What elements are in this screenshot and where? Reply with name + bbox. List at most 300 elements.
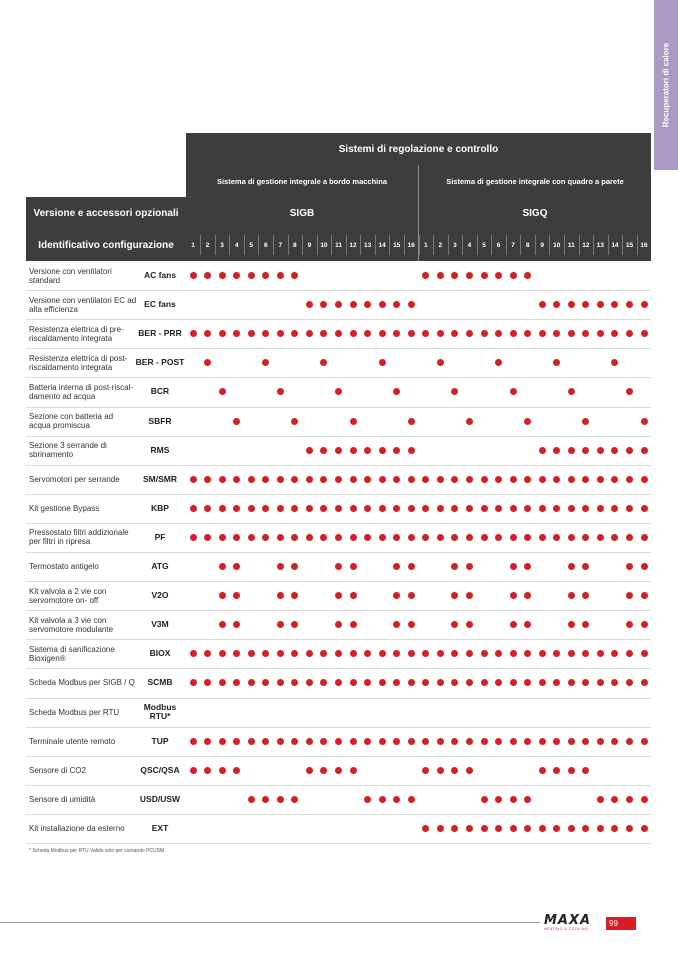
availability-dot — [611, 476, 618, 483]
availability-dot — [466, 650, 473, 657]
availability-dot — [277, 330, 284, 337]
row-code: TUP — [151, 735, 169, 746]
column-number: 6 — [496, 241, 501, 249]
availability-dot — [233, 272, 240, 279]
availability-dot — [539, 330, 546, 337]
availability-dot — [524, 418, 531, 425]
column-number: 9 — [307, 241, 312, 249]
column-number: 13 — [363, 241, 372, 249]
availability-dot — [204, 534, 211, 541]
row-description: Pressostato filtri addizionale per filtri in ripresa — [29, 528, 129, 547]
availability-dot — [466, 505, 473, 512]
availability-dot — [277, 796, 284, 803]
availability-dot — [248, 796, 255, 803]
availability-dot — [320, 738, 327, 745]
row-description: Sistema di sanificazione Bioxigen® — [29, 644, 115, 663]
availability-dot — [364, 679, 371, 686]
availability-dot — [393, 650, 400, 657]
availability-dot — [291, 534, 298, 541]
row-description: Sezione 3 serrande di sbrinamento — [29, 441, 107, 460]
availability-dot — [233, 738, 240, 745]
availability-dot — [350, 476, 357, 483]
column-number: 7 — [511, 241, 515, 249]
availability-dot — [262, 738, 269, 745]
availability-dot — [582, 330, 589, 337]
availability-dot — [233, 534, 240, 541]
availability-dot — [451, 388, 458, 395]
availability-dot — [597, 796, 604, 803]
availability-dot — [466, 738, 473, 745]
availability-dot — [539, 505, 546, 512]
availability-dot — [611, 796, 618, 803]
table-main-header: Sistemi di regolazione e controllo — [186, 133, 651, 165]
availability-dot — [539, 650, 546, 657]
group-b-label: SIGQ — [419, 197, 651, 229]
availability-dot — [291, 476, 298, 483]
availability-dot — [641, 563, 648, 570]
availability-dot — [524, 621, 531, 628]
availability-dot — [408, 796, 415, 803]
availability-dot — [568, 447, 575, 454]
availability-dot — [364, 301, 371, 308]
availability-dot — [626, 505, 633, 512]
availability-dot — [597, 738, 604, 745]
availability-dot — [611, 650, 618, 657]
availability-dot — [219, 534, 226, 541]
row-code: BIOX — [149, 648, 171, 659]
availability-dot — [437, 272, 444, 279]
availability-dot — [379, 359, 386, 366]
availability-dot — [393, 563, 400, 570]
availability-dot — [408, 679, 415, 686]
availability-dot — [641, 447, 648, 454]
availability-dot — [335, 650, 342, 657]
row-description: Kit valvola a 2 vie con servomotore on- off — [29, 586, 107, 605]
availability-dot — [219, 738, 226, 745]
availability-dot — [277, 563, 284, 570]
availability-dot — [626, 388, 633, 395]
availability-dot — [277, 650, 284, 657]
availability-dot — [277, 621, 284, 628]
availability-dot — [510, 505, 517, 512]
availability-dot — [495, 330, 502, 337]
availability-dot — [451, 738, 458, 745]
availability-dot — [437, 359, 444, 366]
availability-dot — [350, 650, 357, 657]
availability-dot — [451, 650, 458, 657]
availability-dot — [582, 825, 589, 832]
availability-dot — [204, 650, 211, 657]
availability-dot — [364, 738, 371, 745]
row-code: EC fans — [144, 299, 176, 310]
availability-dot — [379, 650, 386, 657]
availability-dot — [306, 679, 313, 686]
availability-dot — [204, 330, 211, 337]
maxa-logo — [544, 914, 602, 934]
availability-dot — [481, 679, 488, 686]
availability-dot — [393, 476, 400, 483]
availability-dot — [408, 418, 415, 425]
availability-dot — [582, 301, 589, 308]
row-code: RMS — [150, 444, 170, 455]
availability-dot — [568, 330, 575, 337]
availability-dot — [204, 272, 211, 279]
availability-dot — [204, 505, 211, 512]
availability-dot — [291, 592, 298, 599]
availability-dot — [204, 767, 211, 774]
row-description: Versione con ventilatori standard — [29, 266, 112, 285]
availability-dot — [393, 330, 400, 337]
availability-dot — [422, 825, 429, 832]
availability-dot — [437, 330, 444, 337]
availability-dot — [510, 330, 517, 337]
availability-dot — [568, 534, 575, 541]
availability-dot — [335, 388, 342, 395]
availability-dot — [248, 738, 255, 745]
availability-dot — [524, 330, 531, 337]
column-number: 13 — [596, 241, 604, 249]
availability-dot — [495, 272, 502, 279]
availability-dot — [393, 592, 400, 599]
row-code: QSC/QSA — [140, 764, 180, 775]
column-number: 14 — [378, 241, 386, 249]
availability-dot — [451, 767, 458, 774]
availability-dot — [408, 534, 415, 541]
availability-dot — [291, 738, 298, 745]
availability-dot — [553, 359, 560, 366]
column-number: 9 — [540, 241, 544, 249]
availability-dot — [466, 679, 473, 686]
availability-dot — [335, 563, 342, 570]
availability-dot — [524, 825, 531, 832]
availability-dot — [350, 505, 357, 512]
availability-dot — [219, 679, 226, 686]
availability-dot — [553, 447, 560, 454]
availability-dot — [481, 825, 488, 832]
availability-dot — [393, 796, 400, 803]
availability-dot — [248, 650, 255, 657]
group-a-label: SIGB — [186, 197, 418, 229]
availability-dot — [437, 825, 444, 832]
availability-dot — [626, 650, 633, 657]
availability-dot — [510, 476, 517, 483]
availability-dot — [611, 738, 618, 745]
availability-dot — [451, 592, 458, 599]
availability-dot — [481, 796, 488, 803]
availability-dot — [539, 738, 546, 745]
column-number: 12 — [349, 241, 357, 249]
availability-dot — [219, 272, 226, 279]
availability-dot — [524, 738, 531, 745]
availability-dot — [466, 418, 473, 425]
availability-dot — [262, 359, 269, 366]
availability-dot — [451, 330, 458, 337]
availability-dot — [626, 330, 633, 337]
availability-dot — [204, 738, 211, 745]
availability-dot — [481, 476, 488, 483]
availability-dot — [626, 679, 633, 686]
availability-dot — [437, 738, 444, 745]
availability-dot — [277, 534, 284, 541]
availability-dot — [641, 330, 648, 337]
section-side-tab — [654, 0, 678, 170]
availability-dot — [291, 272, 298, 279]
availability-dot — [481, 650, 488, 657]
availability-dot — [248, 272, 255, 279]
availability-dot — [233, 476, 240, 483]
availability-dot — [306, 738, 313, 745]
availability-dot — [524, 650, 531, 657]
availability-dot — [233, 679, 240, 686]
availability-dot — [219, 650, 226, 657]
availability-dot — [262, 796, 269, 803]
availability-dot — [510, 272, 517, 279]
column-number: 3 — [453, 241, 457, 249]
availability-dot — [190, 272, 197, 279]
availability-dot — [320, 330, 327, 337]
availability-dot — [510, 388, 517, 395]
availability-dot — [568, 563, 575, 570]
availability-dot — [495, 679, 502, 686]
column-number: 11 — [567, 241, 575, 249]
availability-dot — [408, 447, 415, 454]
availability-dot — [277, 592, 284, 599]
availability-dot — [204, 476, 211, 483]
column-number: 8 — [293, 241, 297, 249]
availability-dot — [320, 301, 327, 308]
availability-dot — [582, 418, 589, 425]
availability-dot — [219, 505, 226, 512]
availability-dot — [350, 592, 357, 599]
availability-dot — [248, 476, 255, 483]
availability-dot — [510, 621, 517, 628]
availability-dot — [320, 534, 327, 541]
availability-dot — [364, 476, 371, 483]
availability-dot — [306, 476, 313, 483]
availability-dot — [219, 592, 226, 599]
availability-dot — [306, 330, 313, 337]
row-description: Kit valvola a 3 vie con servomotore modulante — [29, 615, 114, 634]
availability-dot — [626, 476, 633, 483]
availability-dot — [568, 767, 575, 774]
availability-dot — [451, 621, 458, 628]
column-number: 5 — [249, 241, 253, 249]
availability-dot — [277, 476, 284, 483]
availability-dot — [553, 505, 560, 512]
availability-dot — [466, 272, 473, 279]
availability-dot — [204, 679, 211, 686]
availability-dot — [437, 534, 444, 541]
logo-wordmark: MAXA — [544, 913, 592, 928]
availability-dot — [553, 301, 560, 308]
column-number: 5 — [482, 241, 486, 249]
availability-dot — [495, 476, 502, 483]
availability-dot — [626, 301, 633, 308]
availability-dot — [582, 592, 589, 599]
availability-dot — [466, 621, 473, 628]
availability-dot — [190, 738, 197, 745]
availability-dot — [320, 476, 327, 483]
availability-dot — [364, 534, 371, 541]
availability-dot — [393, 505, 400, 512]
availability-dot — [364, 650, 371, 657]
logo-tagline: HEATING & COOLING — [544, 927, 589, 931]
availability-dot — [481, 738, 488, 745]
row-code: ATG — [151, 561, 169, 572]
availability-dot — [510, 534, 517, 541]
availability-dot — [626, 447, 633, 454]
availability-dot — [466, 534, 473, 541]
availability-dot — [582, 650, 589, 657]
group-b-description: Sistema di gestione integrale con quadro a parete — [419, 165, 651, 197]
column-number: 6 — [263, 241, 268, 249]
availability-dot — [626, 825, 633, 832]
availability-dot — [539, 825, 546, 832]
availability-dot — [422, 272, 429, 279]
availability-dot — [553, 679, 560, 686]
availability-dot — [641, 505, 648, 512]
availability-dot — [568, 825, 575, 832]
row-code: EXT — [151, 822, 169, 833]
availability-dot — [524, 796, 531, 803]
availability-dot — [611, 359, 618, 366]
availability-dot — [641, 301, 648, 308]
row-code: BER - PRR — [138, 328, 182, 339]
column-number: 2 — [205, 241, 210, 249]
column-number: 4 — [234, 241, 239, 249]
availability-dot — [641, 534, 648, 541]
availability-dot — [611, 679, 618, 686]
availability-dot — [219, 330, 226, 337]
availability-dot — [510, 679, 517, 686]
availability-dot — [219, 476, 226, 483]
availability-dot — [582, 679, 589, 686]
availability-dot — [495, 650, 502, 657]
availability-dot — [611, 534, 618, 541]
column-number: 12 — [582, 241, 590, 249]
availability-dot — [219, 563, 226, 570]
availability-dot — [379, 301, 386, 308]
availability-dot — [233, 505, 240, 512]
row-description: Servomotori per serrande — [29, 474, 120, 484]
availability-dot — [495, 738, 502, 745]
availability-dot — [393, 301, 400, 308]
availability-dot — [262, 505, 269, 512]
row-description: Scheda Modbus per SIGB / Q — [29, 678, 135, 688]
availability-dot — [466, 476, 473, 483]
column-number: 3 — [220, 241, 224, 249]
column-number: 10 — [320, 241, 328, 249]
row-separator — [26, 843, 651, 844]
availability-dot — [190, 767, 197, 774]
availability-dot — [568, 476, 575, 483]
availability-dot — [524, 592, 531, 599]
availability-dot — [524, 679, 531, 686]
row-description: Terminale utente remoto — [29, 736, 116, 746]
availability-dot — [641, 418, 648, 425]
availability-dot — [495, 505, 502, 512]
row-description: Kit gestione Bypass — [29, 503, 100, 513]
availability-dot — [524, 476, 531, 483]
availability-dot — [597, 505, 604, 512]
availability-dot — [466, 563, 473, 570]
availability-dot — [582, 621, 589, 628]
availability-dot — [306, 505, 313, 512]
availability-dot — [553, 476, 560, 483]
availability-dot — [277, 505, 284, 512]
availability-dot — [437, 505, 444, 512]
availability-dot — [553, 650, 560, 657]
availability-dot — [291, 621, 298, 628]
availability-dot — [641, 592, 648, 599]
availability-dot — [568, 621, 575, 628]
availability-dot — [539, 301, 546, 308]
availability-dot — [335, 767, 342, 774]
availability-dot — [408, 476, 415, 483]
availability-dot — [422, 767, 429, 774]
availability-dot — [510, 563, 517, 570]
availability-dot — [495, 534, 502, 541]
availability-dot — [190, 330, 197, 337]
availability-dot — [233, 621, 240, 628]
availability-dot — [393, 679, 400, 686]
availability-dot — [350, 738, 357, 745]
availability-dot — [510, 592, 517, 599]
availability-dot — [262, 679, 269, 686]
availability-dot — [379, 796, 386, 803]
availability-dot — [510, 796, 517, 803]
availability-dot — [408, 330, 415, 337]
availability-dot — [320, 650, 327, 657]
availability-dot — [306, 650, 313, 657]
availability-dot — [277, 272, 284, 279]
availability-dot — [451, 476, 458, 483]
availability-dot — [597, 825, 604, 832]
availability-dot — [379, 476, 386, 483]
row-description: Termostato antigelo — [29, 562, 99, 572]
availability-dot — [364, 447, 371, 454]
availability-dot — [553, 825, 560, 832]
availability-dot — [437, 650, 444, 657]
availability-dot — [524, 563, 531, 570]
availability-dot — [641, 476, 648, 483]
column-number: 2 — [438, 241, 443, 249]
row-code: V3M — [151, 619, 169, 630]
availability-dot — [437, 476, 444, 483]
availability-dot — [233, 650, 240, 657]
availability-dot — [626, 621, 633, 628]
availability-dot — [597, 679, 604, 686]
availability-dot — [379, 505, 386, 512]
availability-dot — [335, 301, 342, 308]
availability-dot — [350, 301, 357, 308]
availability-dot — [539, 447, 546, 454]
availability-dot — [190, 534, 197, 541]
availability-dot — [291, 330, 298, 337]
availability-dot — [466, 825, 473, 832]
row-description: Versione con ventilatori EC ad alta efficienza — [29, 295, 137, 314]
availability-dot — [597, 447, 604, 454]
availability-dot — [335, 476, 342, 483]
availability-dot — [422, 534, 429, 541]
availability-dot — [422, 738, 429, 745]
availability-dot — [306, 534, 313, 541]
availability-dot — [568, 505, 575, 512]
availability-dot — [597, 650, 604, 657]
row-description: Resistenza elettrica di post- riscaldamento integrata — [29, 353, 128, 372]
availability-dot — [510, 650, 517, 657]
left-header-subtitle: Identificativo configurazione — [26, 229, 186, 261]
